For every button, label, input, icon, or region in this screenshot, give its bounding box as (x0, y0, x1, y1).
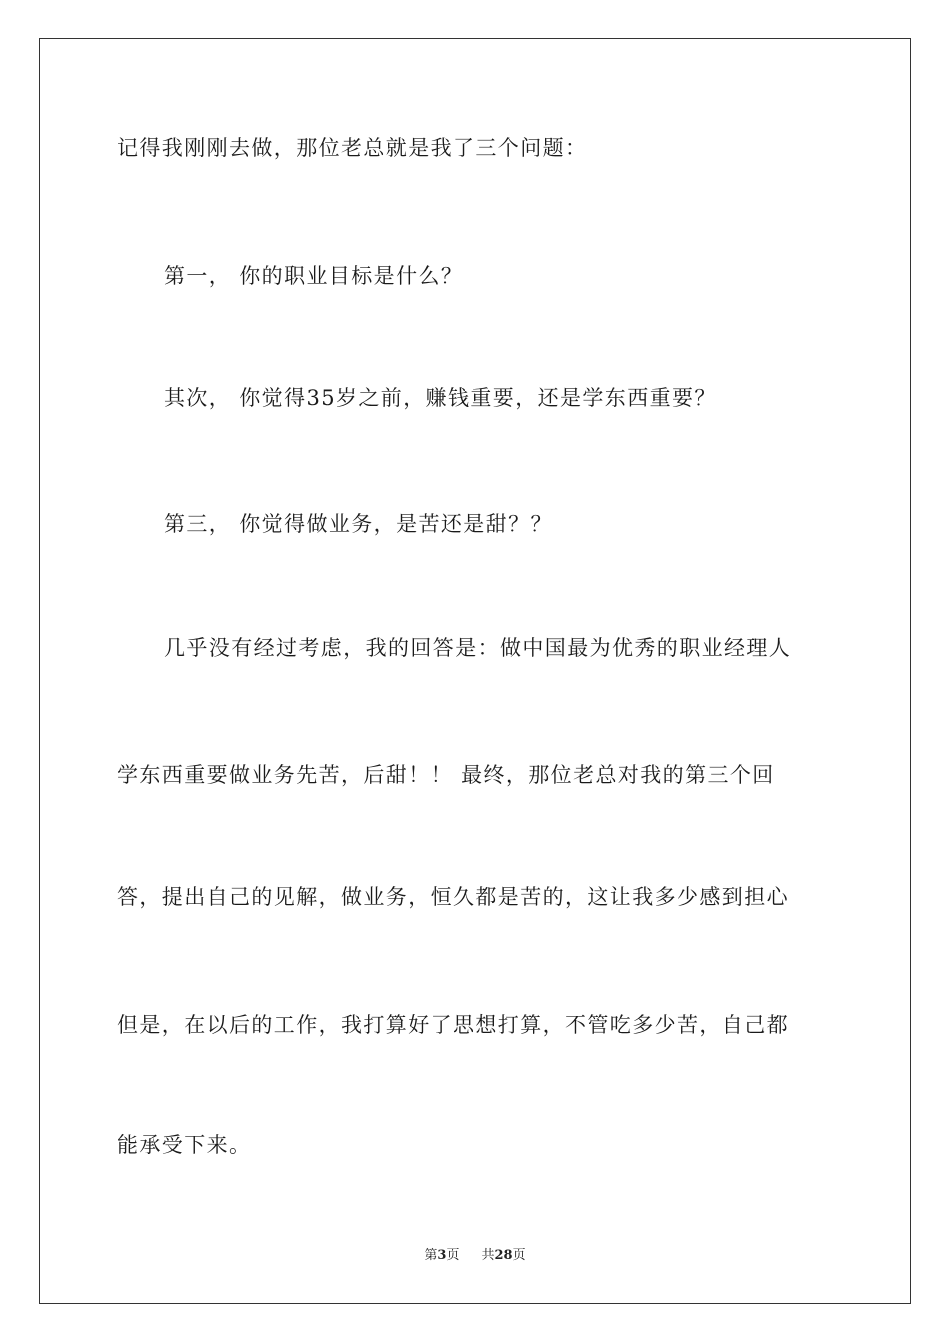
paragraph-line-6: 学东西重要做业务先苦，后甜！！ 最终，那位老总对我的第三个回 (117, 763, 775, 787)
paragraph-line-8: 但是，在以后的工作，我打算好了思想打算，不管吃多少苦，自己都 (117, 1013, 789, 1037)
paragraph-line-7: 答，提出自己的见解，做业务，恒久都是苦的，这让我多少感到担心 (117, 885, 789, 909)
paragraph-line-9: 能承受下来。 (117, 1133, 252, 1157)
total-suffix: 页 (512, 1248, 526, 1263)
paragraph-line-5: 几乎没有经过考虑，我的回答是：做中国最为优秀的职业经理人 (164, 636, 792, 660)
page-suffix: 页 (446, 1248, 460, 1263)
page-prefix: 第 (424, 1248, 438, 1263)
paragraph-line-3: 其次， 你觉得35岁之前，赚钱重要，还是学东西重要？ (164, 386, 717, 410)
paragraph-line-1: 记得我刚刚去做，那位老总就是我了三个问题： (117, 136, 588, 160)
paragraph-line-4: 第三， 你觉得做业务，是苦还是甜？？ (164, 512, 553, 536)
page-border (39, 38, 911, 1304)
page-number: 3 (437, 1248, 447, 1263)
total-prefix: 共 (481, 1248, 495, 1263)
total-pages: 28 (494, 1248, 513, 1263)
page-footer (0, 1247, 950, 1265)
paragraph-line-2: 第一， 你的职业目标是什么？ (164, 264, 464, 288)
